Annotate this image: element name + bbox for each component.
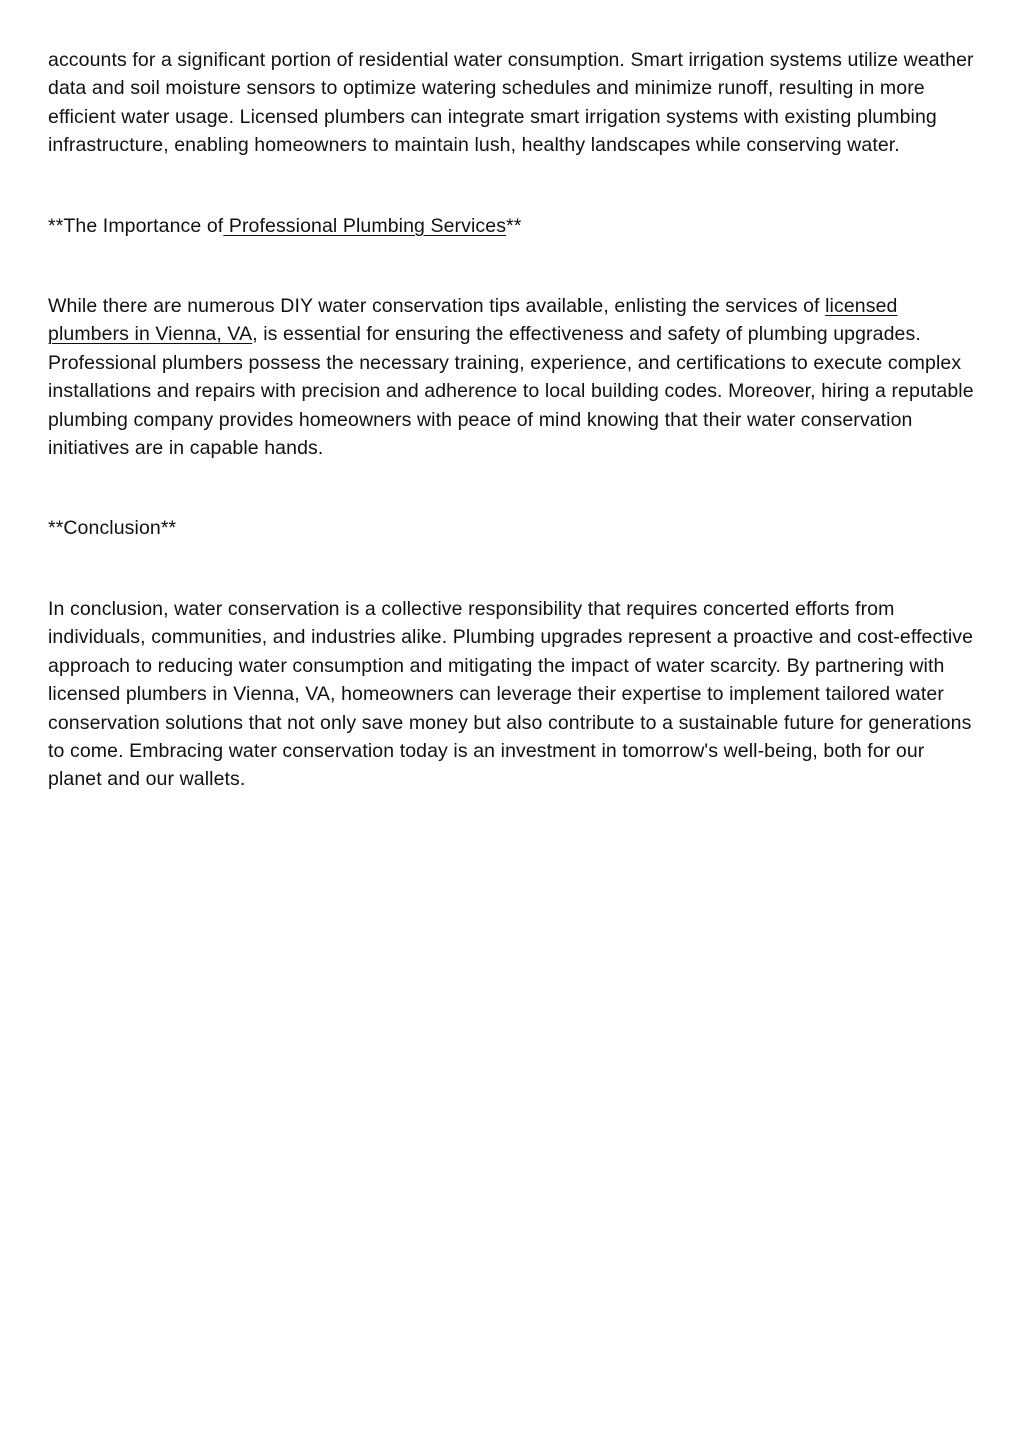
- paragraph-irrigation: accounts for a significant portion of residential water consumption. Smart irrigation systems utilize weather data and soil moisture sensors to optimize watering schedules and minimize runoff, resulting in more efficient water usage. Licensed plumbers can integrate smart irrigation systems with existing plumbing infrastructure, enabling homeowners to maintain lush, healthy landscapes while conserving water.: [48, 49, 974, 157]
- paragraph-conclusion: In conclusion, water conservation is a collective responsibility that requires concerted efforts from individuals, communities, and industries alike. Plumbing upgrades represent a proactive and cost-effective approach to reducing water consumption and mitigating the impact of water scarcity. By partnering with licensed plumbers in Vienna, VA, homeowners can leverage their expertise to implement tailored water conservation solutions that not only save money but also contribute to a sustainable future for generations to come. Embracing water conservation today is an investment in tomorrow's well-being, both for our planet and our wallets.: [48, 597, 974, 791]
- paragraph-professional-rest: , is essential for ensuring the effectiveness and safety of plumbing upgrades. Professional plumbers possess the necessary training, experience, and certifications to execute complex installations and repairs with precision and adherence to local building codes. Moreover, hiring a reputable plumbing company provides homeowners with peace of mind knowing that their water conservation initiatives are in capable hands.: [48, 323, 974, 460]
- heading-importance-prefix: **The Importance of: [48, 214, 224, 237]
- paragraph-professional: [48, 292, 976, 462]
- heading-importance: [48, 212, 976, 240]
- heading-conclusion: **Conclusion**: [48, 517, 177, 540]
- document-page: [48, 46, 976, 794]
- heading-importance-suffix: **: [506, 214, 522, 237]
- professional-plumbing-services-link[interactable]: Professional Plumbing Services: [223, 214, 507, 237]
- paragraph-professional-lead: While there are numerous DIY water conservation tips available, enlisting the services of: [48, 295, 826, 318]
- licensed-plumbers-vienna-link[interactable]: licensed plumbers in Vienna, VA: [48, 295, 898, 346]
